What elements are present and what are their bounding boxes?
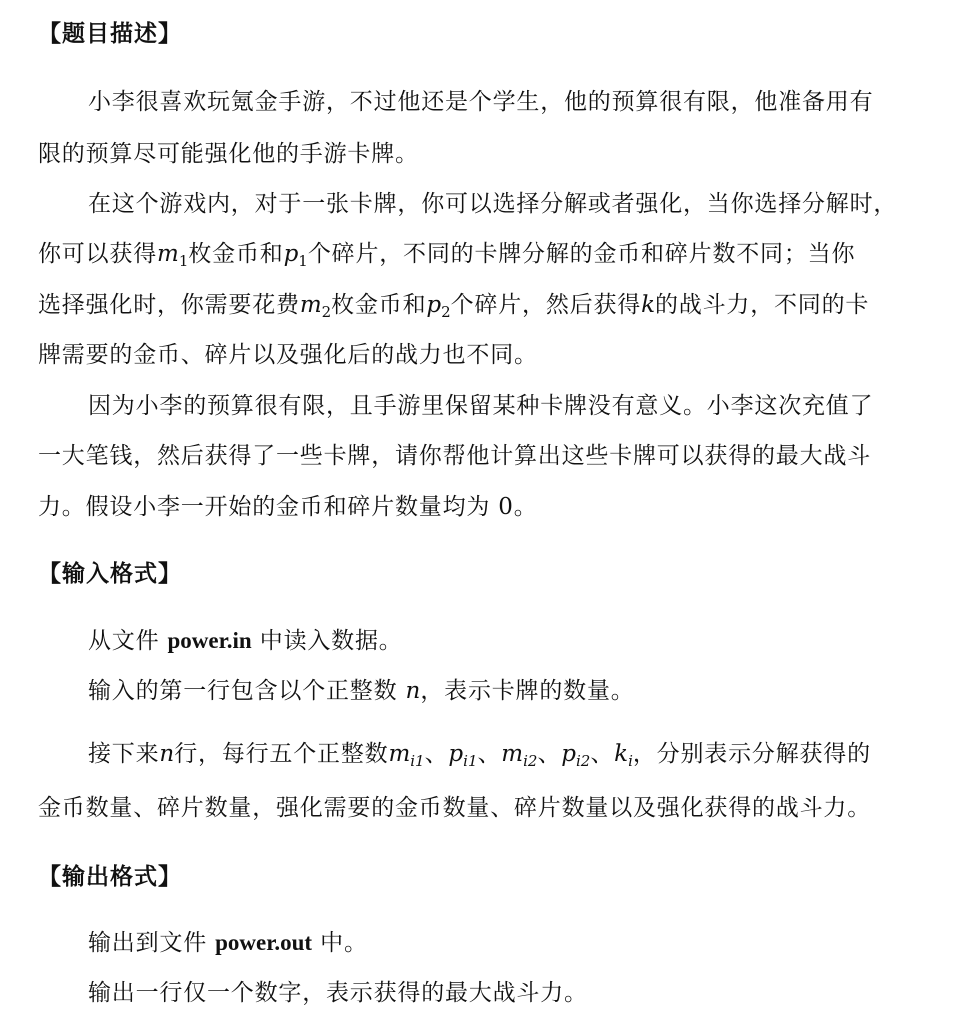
var-p: p (426, 292, 442, 318)
desc-p2-line3-c: 个碎片，然后获得 (450, 292, 642, 318)
heading-description: 【题目描述】 (38, 20, 182, 47)
var-p: p (283, 241, 299, 267)
heading-input: 【输入格式】 (38, 560, 182, 587)
input-line2-b: ，表示卡牌的数量。 (420, 678, 635, 704)
output-line2: 输出一行仅一个数字，表示获得的最大战斗力。 (88, 980, 588, 1006)
var-m: m (157, 241, 179, 267)
desc-p1-line2: 限的预算尽可能强化他的手游卡牌。 (38, 141, 419, 167)
sub-i: i (628, 752, 633, 770)
desc-p2-line4: 牌需要的金币、碎片以及强化后的战力也不同。 (38, 342, 538, 368)
var-m-i1: m (388, 741, 411, 767)
desc-p1-line1 (88, 86, 930, 118)
sub-i2: i2 (523, 752, 538, 770)
desc-p3-line1: 因为小李的预算很有限，且手游里保留某种卡牌没有意义。小李这次充值了 (88, 393, 874, 419)
desc-p1-line1-text: 小李很喜欢玩氪金手游，不过他还是个学生，他的预算很有限，他准备用有 (88, 89, 874, 115)
var-m: m (299, 292, 322, 318)
heading-output: 【输出格式】 (38, 863, 182, 890)
desc-p2-line2-a: 你可以获得 (38, 241, 157, 267)
sub-i2: i2 (576, 752, 591, 770)
desc-p2-line3-d: 的战斗力，不同的卡 (655, 292, 870, 318)
separator: 、 (537, 741, 562, 767)
input-filename: power.in (167, 628, 252, 653)
input-line3 (88, 738, 871, 777)
input-line1 (88, 625, 403, 657)
sub-2: 2 (321, 303, 332, 321)
var-k: k (641, 292, 655, 318)
var-p-i2: p (561, 741, 576, 767)
separator: 、 (424, 741, 449, 767)
desc-p2-line2 (38, 238, 855, 277)
desc-p3-line2: 一大笔钱，然后获得了一些卡牌，请你帮他计算出这些卡牌可以获得的最大战斗 (38, 443, 871, 469)
input-line4: 金币数量、碎片数量，强化需要的金币数量、碎片数量以及强化获得的战斗力。 (38, 795, 871, 821)
desc-p2-line3 (38, 289, 869, 328)
desc-p2-line3-a: 选择强化时，你需要花费 (38, 292, 300, 318)
input-line2 (88, 675, 635, 707)
output-line1-c: 中。 (312, 930, 368, 956)
sub-1: 1 (298, 252, 308, 270)
var-p-i1: p (448, 741, 464, 767)
var-k-i: k (614, 741, 629, 767)
desc-p2-line2-b: 枚金币和 (188, 241, 284, 267)
desc-p2-line3-b: 枚金币和 (331, 292, 427, 318)
separator: 、 (477, 741, 502, 767)
input-line2-a: 输入的第一行包含以个正整数 (88, 678, 406, 704)
desc-p3-line3: 力。假设小李一开始的金币和碎片数量均为 0。 (38, 494, 538, 520)
desc-p2-line1: 在这个游戏内，对于一张卡牌，你可以选择分解或者强化，当你选择分解时， (88, 191, 898, 217)
input-line3-a: 接下来 (88, 741, 160, 767)
input-line1-a: 从文件 (88, 628, 168, 654)
output-filename: power.out (215, 930, 313, 955)
input-line3-c: ，分别表示分解获得的 (632, 741, 871, 767)
output-line1 (88, 927, 368, 959)
input-line3-b: 行，每行五个正整数 (174, 741, 389, 767)
sub-1: 1 (178, 252, 189, 270)
sub-i1: i1 (410, 752, 425, 770)
var-n: n (405, 678, 421, 704)
input-line1-c: 中读入数据。 (251, 628, 403, 654)
var-m-i2: m (501, 741, 524, 767)
sub-2: 2 (441, 303, 451, 321)
sub-i1: i1 (463, 752, 478, 770)
var-n: n (159, 741, 175, 767)
desc-p2-line2-c: 个碎片，不同的卡牌分解的金币和碎片数不同；当你 (307, 241, 856, 267)
output-line1-a: 输出到文件 (88, 930, 216, 956)
separator: 、 (590, 741, 615, 767)
